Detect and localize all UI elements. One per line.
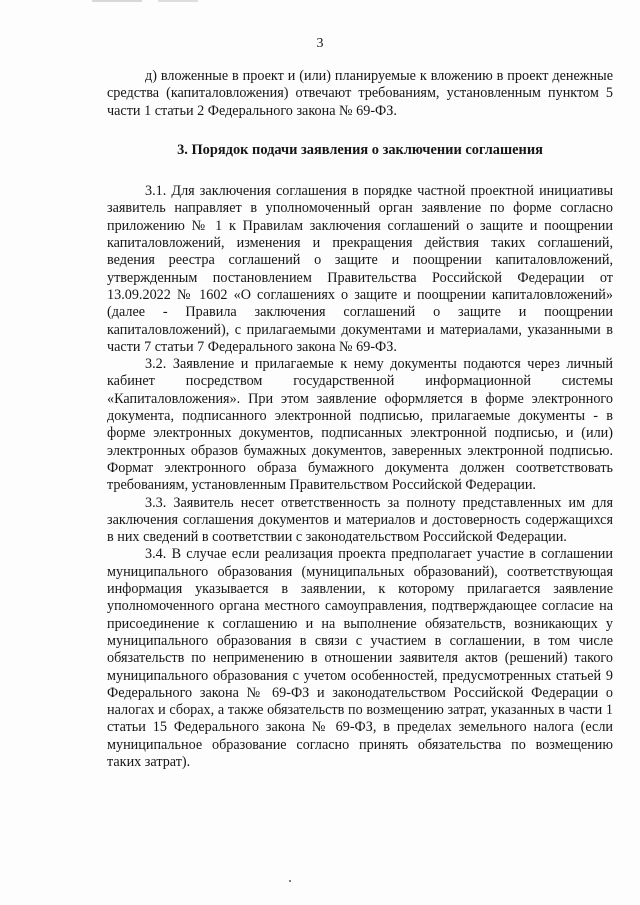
paragraph-3-3: 3.3. Заявитель несет ответственность за полноту представленных им для заключения соглашения документов и материалов и достоверность содержащихся в них сведений в соответствии с законодательством Российской Федерации. <box>107 494 613 546</box>
paragraph-item-d: д) вложенные в проект и (или) планируемые к вложению в проект денежные средства (капиталовложения) отвечают требованиям, установленным пунктом 5 части 1 статьи 2 Федерального закона № 69-ФЗ. <box>107 68 613 119</box>
scan-artifact <box>92 0 142 2</box>
page-number: 3 <box>316 36 324 51</box>
document-body <box>107 68 613 771</box>
paragraph-3-4: 3.4. В случае если реализация проекта предполагает участие в соглашении муниципального образования (муниципальных образований), соответствующая информация указывается в заявлении, к которому прилагается заявление уполномоченного органа местного самоуправления, подтверждающее согласие на присоединение к соглашению и на выполнение обязательств, возникающих у муниципального образования в связи с участием в соглашении, в том числе обязательств по неприменению в отношении заявителя актов (решений) такого муниципального образования с учетом особенностей, предусмотренных статьей 9 Федерального закона № 69-ФЗ и законодательством Российской Федерации о налогах и сборах, а также обязательств по возмещению затрат, указанных в части 1 статьи 15 Федерального закона № 69-ФЗ, в пределах земельного налога (если муниципальное образование согласно принять обязательства по возмещению таких затрат). <box>107 546 613 770</box>
paragraph-3-1: 3.1. Для заключения соглашения в порядке частной проектной инициативы заявитель направляет в уполномоченный орган заявление по форме согласно приложению № 1 к Правилам заключения соглашений о защите и поощрении капиталовложений, изменения и прекращения действия таких соглашений, ведения реестра соглашений о защите и поощрении капиталовложений, утвержденным постановлением Правительства Российской Федерации от 13.09.2022 № 1602 «О соглашениях о защите и поощрении капиталовложений» (далее - Правила заключения соглашений о защите и поощрении капиталовложений), с прилагаемыми документами и материалами, указанными в части 7 статьи 7 Федерального закона № 69-ФЗ. <box>107 183 613 355</box>
section-heading: 3. Порядок подачи заявления о заключении соглашения <box>177 141 543 158</box>
paragraph-3-2: 3.2. Заявление и прилагаемые к нему документы подаются через личный кабинет посредством государственной информационной системы «Капиталовложения». При этом заявление оформляется в форме электронного документа, подписанного электронной подписью, прилагаемые документы - в форме электронных документов, подписанных электронной подписью, и (или) электронных образов бумажных документов, заверенных электронной подписью. Формат электронного образа бумажного документа должен соответствовать требованиям, установленным Правительством Российской Федерации. <box>107 356 613 494</box>
scan-artifact <box>158 0 198 2</box>
scan-artifact <box>289 880 291 882</box>
